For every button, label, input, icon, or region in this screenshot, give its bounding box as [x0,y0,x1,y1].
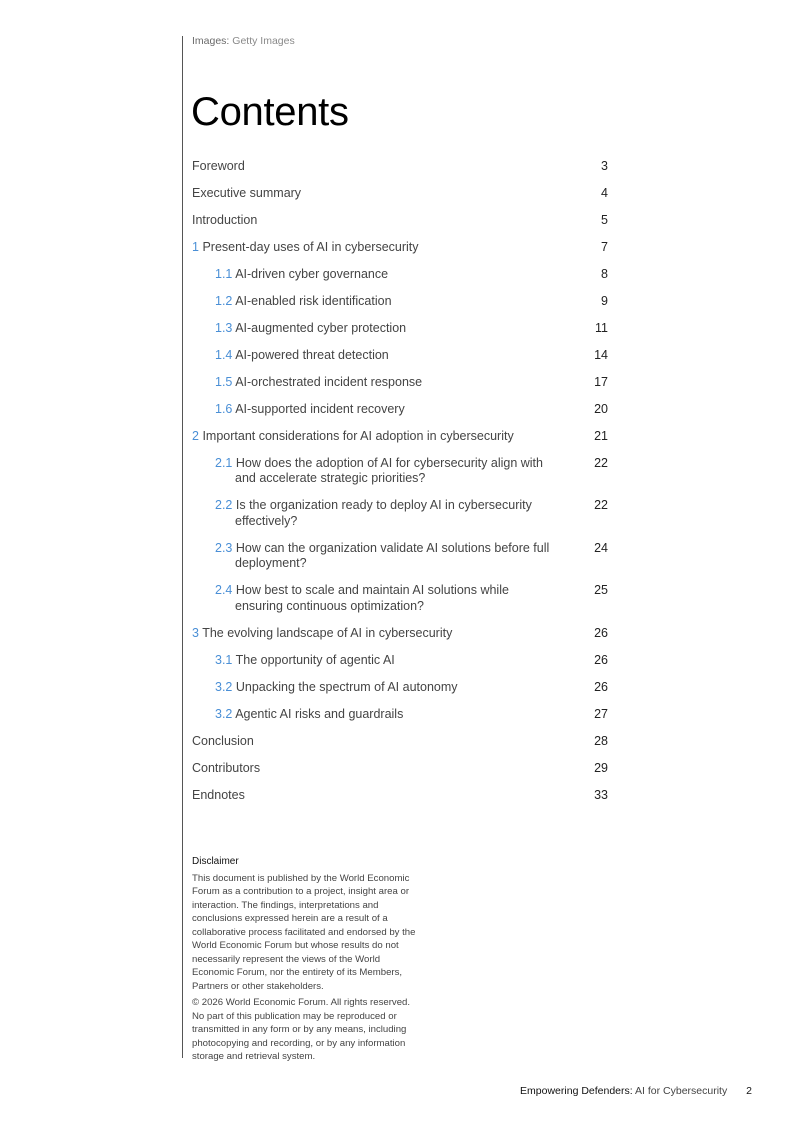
toc-entry-label: Unpacking the spectrum of AI autonomy [235,679,458,694]
toc-entry[interactable] [192,181,608,208]
toc-entry-label: Foreword [192,158,245,173]
toc-entry-text [215,321,406,337]
toc-entry[interactable] [192,316,608,343]
toc-entry-page: 26 [594,652,608,667]
toc-entry-label: How does the adoption of AI for cybersecurity align with and accelerate strategic priorities? [235,455,543,485]
page-title: Contents [191,90,349,134]
toc-entry-text [215,680,458,696]
toc-entry-number: 2.1 [215,455,233,470]
toc-entry-number: 3 [192,625,199,640]
footer-title-rest: AI for Cybersecurity [635,1085,728,1097]
toc-entry-text [215,456,555,487]
toc-entry[interactable] [192,235,608,262]
toc-entry-label: AI-orchestrated incident response [235,374,423,389]
toc-entry-number: 1.6 [215,401,233,416]
toc-entry-text [215,707,403,723]
toc-entry-page: 4 [601,185,608,200]
toc-entry-label: AI-driven cyber governance [235,266,389,281]
toc-entry[interactable] [192,756,608,783]
toc-entry-label: Important considerations for AI adoption in cybersecurity [202,428,514,443]
toc-entry-number: 3.1 [215,652,233,667]
toc-entry[interactable] [192,424,608,451]
toc-entry[interactable] [192,621,608,648]
toc-entry-page: 25 [594,583,608,597]
toc-entry-label: Is the organization ready to deploy AI in cybersecurity effectively? [235,498,532,528]
toc-entry-text [192,626,452,642]
toc-entry-page: 7 [601,239,608,254]
toc-entry-label: Present-day uses of AI in cybersecurity [202,239,419,254]
toc-entry-text [192,186,301,202]
toc-entry-page: 29 [594,760,608,775]
disclaimer-heading: Disclaimer [192,856,239,867]
toc-entry[interactable] [192,208,608,235]
toc-entry-text [192,213,257,229]
footer-page-number: 2 [746,1085,752,1097]
toc-entry-page: 5 [601,212,608,227]
toc-entry-number: 2.2 [215,498,233,512]
toc-entry-label: Agentic AI risks and guardrails [235,706,404,721]
toc-entry-page: 22 [594,498,608,512]
toc-entry[interactable] [192,370,608,397]
toc-entry-text [215,402,405,418]
toc-entry-text [192,734,254,750]
image-credit-label: Images: [192,35,230,47]
toc-entry-number: 2 [192,428,199,443]
toc-entry-text [192,159,245,175]
toc-entry-label: The opportunity of agentic AI [235,652,395,667]
disclaimer [192,855,422,1067]
toc-entry-number: 3.2 [215,706,233,721]
toc-entry-label: AI-supported incident recovery [235,401,405,416]
toc-entry-number: 1 [192,239,199,254]
toc-entry-label: AI-augmented cyber protection [235,320,407,335]
toc-entry-text [215,541,555,572]
toc-entry-text [215,294,392,310]
toc-entry-label: AI-powered threat detection [235,347,389,362]
toc-entry-number: 1.1 [215,266,233,281]
toc-entry[interactable] [192,783,608,810]
toc-entry-page: 17 [594,374,608,389]
toc-entry-label: How can the organization validate AI solutions before full deployment? [235,540,550,570]
image-credit [192,35,295,47]
toc-entry-text [192,788,245,804]
toc-entry-label: How best to scale and maintain AI solutions while ensuring continuous optimization? [235,583,509,613]
toc-entry-label: Introduction [192,212,258,227]
toc-entry-text [192,240,419,256]
toc-entry[interactable] [192,536,608,579]
footer-title-bold: Empowering Defenders: [520,1085,633,1097]
toc-entry[interactable] [192,579,608,622]
image-credit-value: Getty Images [232,35,295,47]
toc-entry-number: 1.3 [215,320,233,335]
toc-entry[interactable] [192,494,608,537]
toc-entry-page: 24 [594,540,608,555]
toc-entry-text [215,348,389,364]
toc-entry-number: 2.4 [215,583,233,597]
toc-entry-text [215,375,422,391]
toc-entry-label: The evolving landscape of AI in cybersecurity [202,625,453,640]
toc-entry-page: 27 [594,706,608,721]
toc-entry-label: Endnotes [192,787,245,802]
margin-rule [182,36,183,1058]
toc-entry-text [192,429,514,445]
table-of-contents [192,154,608,810]
toc-entry-text [215,653,395,669]
toc-entry[interactable] [192,675,608,702]
toc-entry-page: 3 [601,158,608,173]
toc-entry[interactable] [192,397,608,424]
toc-entry-text [215,498,555,529]
toc-entry[interactable] [192,648,608,675]
toc-entry-text [215,267,388,283]
toc-entry[interactable] [192,702,608,729]
toc-entry-page: 8 [601,266,608,281]
toc-entry-page: 21 [594,428,608,443]
toc-entry-page: 11 [595,320,608,335]
toc-entry-label: Contributors [192,760,261,775]
toc-entry-page: 33 [594,787,608,802]
toc-entry-page: 26 [594,679,608,694]
toc-entry-page: 26 [594,625,608,640]
copyright-notice: © 2026 World Economic Forum. All rights reserved. No part of this publication may be reproduced or transmitted in any form or by any means, including photocopying and recording, or by any information storage and retrieval system. [192,997,411,1062]
toc-entry-number: 2.3 [215,540,233,555]
toc-entry[interactable] [192,262,608,289]
toc-entry[interactable] [192,729,608,756]
toc-entry-page: 14 [594,347,608,362]
toc-entry-text [215,583,555,614]
toc-entry-number: 1.4 [215,347,233,362]
disclaimer-body: This document is published by the World Economic Forum as a contribution to a project, insight area or interaction. The findings, interpretations and conclusions expressed herein are a result of a collaborative process facilitated and endorsed by the World Economic Forum but whose results do not necessarily represent the views of the World Economic Forum, nor the entirety of its Members, Partners or other stakeholders. [192,872,416,992]
toc-entry-label: Conclusion [192,733,254,748]
toc-entry[interactable] [192,289,608,316]
toc-entry-page: 28 [594,733,608,748]
toc-entry[interactable] [192,451,608,494]
page-footer [520,1085,752,1097]
toc-entry-number: 3.2 [215,679,233,694]
toc-entry[interactable] [192,154,608,181]
toc-entry-label: Executive summary [192,185,302,200]
toc-entry-label: AI-enabled risk identification [235,293,392,308]
toc-entry-page: 9 [601,293,608,308]
toc-entry-page: 20 [594,401,608,416]
toc-entry-text [192,761,260,777]
toc-entry-number: 1.5 [215,374,233,389]
toc-entry[interactable] [192,343,608,370]
toc-entry-number: 1.2 [215,293,233,308]
toc-entry-page: 22 [594,455,608,470]
